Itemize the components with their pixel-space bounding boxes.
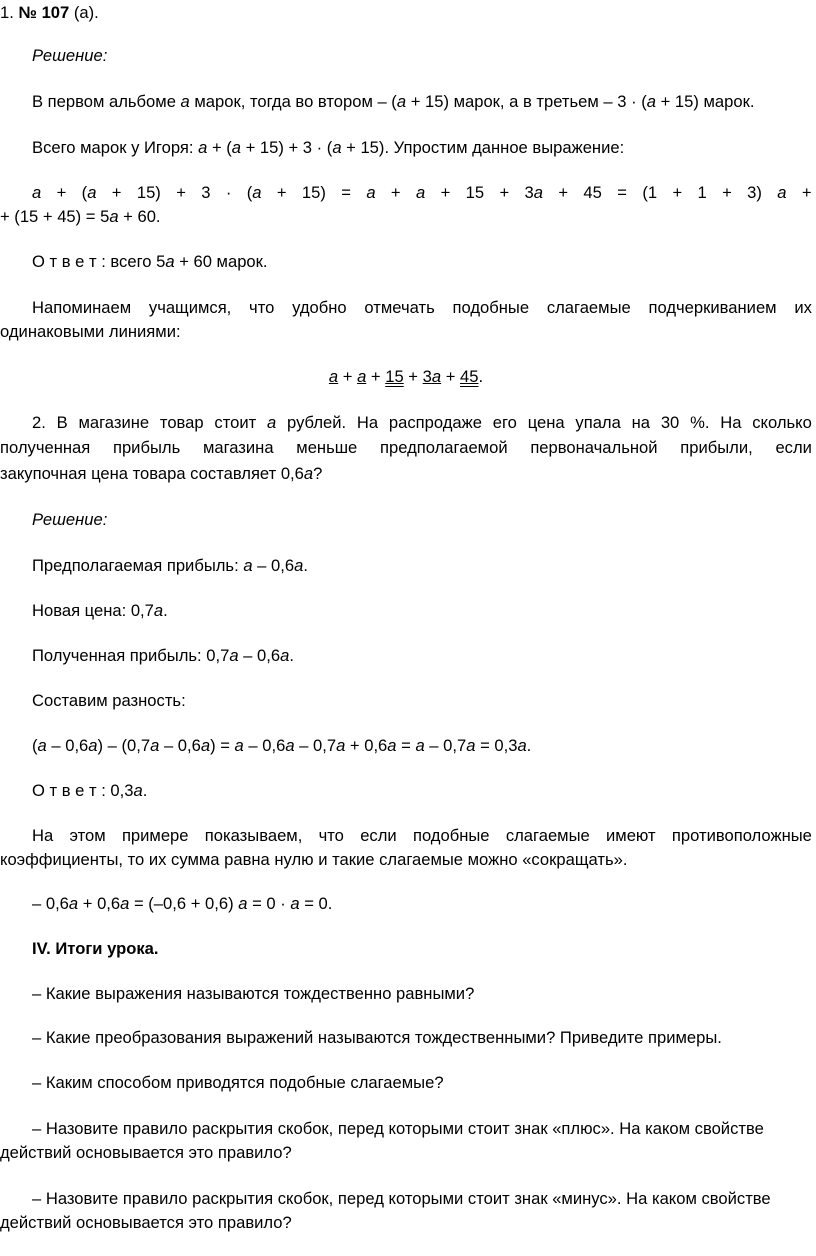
task2-note-line-1: [0, 825, 812, 847]
word: 1: [697, 183, 707, 202]
word: +: [111, 183, 122, 202]
word: 30: [660, 413, 680, 432]
task2-note-line-2: коэффициенты, то их сумма равна нулю и такие слагаемые можно «сокращать».: [0, 850, 628, 869]
word: =: [617, 183, 627, 202]
word: +: [440, 183, 451, 202]
word: 15): [301, 183, 326, 202]
term-a-2: а: [357, 367, 367, 386]
word: а: [32, 183, 42, 202]
word: 2.: [32, 413, 46, 432]
word: товар: [159, 413, 204, 432]
term-45: 45: [460, 367, 479, 386]
word: примере: [121, 826, 189, 845]
word: распродаже: [388, 413, 482, 432]
word: +: [390, 183, 401, 202]
word: %.: [690, 413, 710, 432]
task1-paragraph-1: В первом альбоме а марок, тогда во втором – (а + 15) марок, а в третьем – 3 · (а + 15) марок.: [32, 92, 755, 111]
word: если: [775, 438, 812, 457]
word: =: [341, 183, 351, 202]
task2-answer: О т в е т : 0,3а.: [32, 781, 148, 800]
word: а: [415, 183, 426, 202]
summary-question-4-line-2: действий основывается это правило?: [0, 1143, 292, 1162]
word: цена: [527, 413, 565, 432]
word: их: [794, 298, 812, 317]
task1-answer: О т в е т : всего 5а + 60 марок.: [32, 252, 268, 271]
summary-heading: IV. Итоги урока.: [32, 939, 159, 958]
word: отмечать: [364, 298, 435, 317]
task1-note-line-2: одинаковыми линиями:: [0, 322, 181, 341]
word: полученная: [0, 438, 91, 457]
word: +: [558, 183, 569, 202]
word: +: [672, 183, 683, 202]
task2-line-3: закупочная цена товара составляет 0,6а?: [0, 464, 323, 483]
task2-line-1: [0, 412, 812, 434]
word: этом: [69, 826, 106, 845]
word: а: [366, 183, 376, 202]
task1-note-line-1: [0, 297, 812, 319]
task1-paragraph-2: Всего марок у Игоря: а + (а + 15) + 3 · (а + 15). Упростим данное выражение:: [32, 138, 625, 157]
word: слагаемые: [505, 826, 590, 845]
task2-expected-profit: Предполагаемая прибыль: а – 0,6а.: [32, 556, 308, 575]
term-a-1: а: [328, 367, 339, 386]
word: стоит: [214, 413, 257, 432]
word: меньше: [296, 438, 358, 457]
word: (а: [246, 183, 262, 202]
word: противоположные: [671, 826, 812, 845]
task2-solution-label: Решение:: [32, 510, 108, 529]
word: а: [267, 413, 277, 432]
word: на: [631, 413, 651, 432]
summary-question-5-line-2: действий основывается это правило?: [0, 1213, 292, 1232]
word: На: [32, 826, 54, 845]
word: На: [356, 413, 379, 432]
word: 3: [201, 183, 211, 202]
task2-cancel-expression: – 0,6а + 0,6а = (–0,6 + 0,6) а = 0 · а = 0.: [32, 894, 333, 913]
word: В: [56, 413, 68, 432]
word: (1: [642, 183, 658, 202]
summary-question-2: – Какие преобразования выражений называются тождественными? Приведите примеры.: [32, 1028, 722, 1047]
word: магазине: [78, 413, 150, 432]
word: слагаемые: [546, 298, 631, 317]
task1-number: 1.: [0, 3, 14, 22]
word: предполагаемой: [380, 438, 508, 457]
word: +: [499, 183, 510, 202]
task1-title: № 107: [18, 3, 70, 22]
word: ·: [225, 183, 232, 202]
task1-equation-line-2: + (15 + 45) = 5а + 60.: [0, 207, 161, 226]
word: первоначальной: [530, 438, 658, 457]
word: 15): [136, 183, 161, 202]
word: +: [276, 183, 287, 202]
summary-question-1: – Какие выражения называются тождественно равными?: [32, 984, 475, 1003]
task1-part: (а).: [73, 3, 99, 22]
word: прибыли,: [680, 438, 753, 457]
summary-question-5-line-1: – Назовите правило раскрытия скобок, перед которыми стоит знак «минус». На каком свойстве: [32, 1189, 771, 1208]
word: 3): [747, 183, 762, 202]
word: что: [249, 298, 275, 317]
task2-line-2: [0, 437, 812, 459]
term-3a: 3а: [422, 367, 442, 386]
word: упала: [575, 413, 621, 432]
term-15: 15: [385, 367, 404, 386]
word: имеют: [606, 826, 656, 845]
word: +: [722, 183, 732, 202]
word: его: [492, 413, 517, 432]
word: магазина: [202, 438, 274, 457]
word: +: [176, 183, 186, 202]
task2-received-profit: Полученная прибыль: 0,7а – 0,6а.: [32, 646, 294, 665]
word: сколько: [752, 413, 812, 432]
word: подобные: [452, 298, 530, 317]
word: рублей.: [287, 413, 347, 432]
word: удобно: [292, 298, 347, 317]
word: На: [720, 413, 742, 432]
task1-solution-label: Решение:: [32, 46, 108, 65]
task2-new-price: Новая цена: 0,7а.: [32, 601, 168, 620]
word: подобные: [412, 826, 490, 845]
word: если: [360, 826, 397, 845]
word: а: [777, 183, 787, 202]
word: что: [318, 826, 344, 845]
word: 15: [465, 183, 485, 202]
task1-header: [0, 2, 812, 24]
summary-question-4-line-1: – Назовите правило раскрытия скобок, перед которыми стоит знак «плюс». На каком свойстве: [32, 1119, 764, 1138]
word: +: [801, 183, 812, 202]
word: учащимся,: [148, 298, 232, 317]
word: 45: [583, 183, 602, 202]
task2-difference-expression: (а – 0,6а) – (0,7а – 0,6а) = а – 0,6а – 0,7а + 0,6а = а – 0,7а = 0,3а.: [32, 736, 532, 755]
word: Напоминаем: [32, 298, 132, 317]
word: показываем,: [204, 826, 303, 845]
task1-equation-line-1: [0, 182, 812, 204]
word: подчеркиванием: [648, 298, 777, 317]
word: 3а: [524, 183, 543, 202]
task2-difference-label: Составим разность:: [32, 691, 186, 710]
word: +: [56, 183, 67, 202]
underline-expression: а + а + 15 + 3а + 45.: [328, 367, 484, 386]
summary-question-3: – Каким способом приводятся подобные слагаемые?: [32, 1073, 444, 1092]
word: (а: [81, 183, 97, 202]
word: прибыль: [112, 438, 181, 457]
